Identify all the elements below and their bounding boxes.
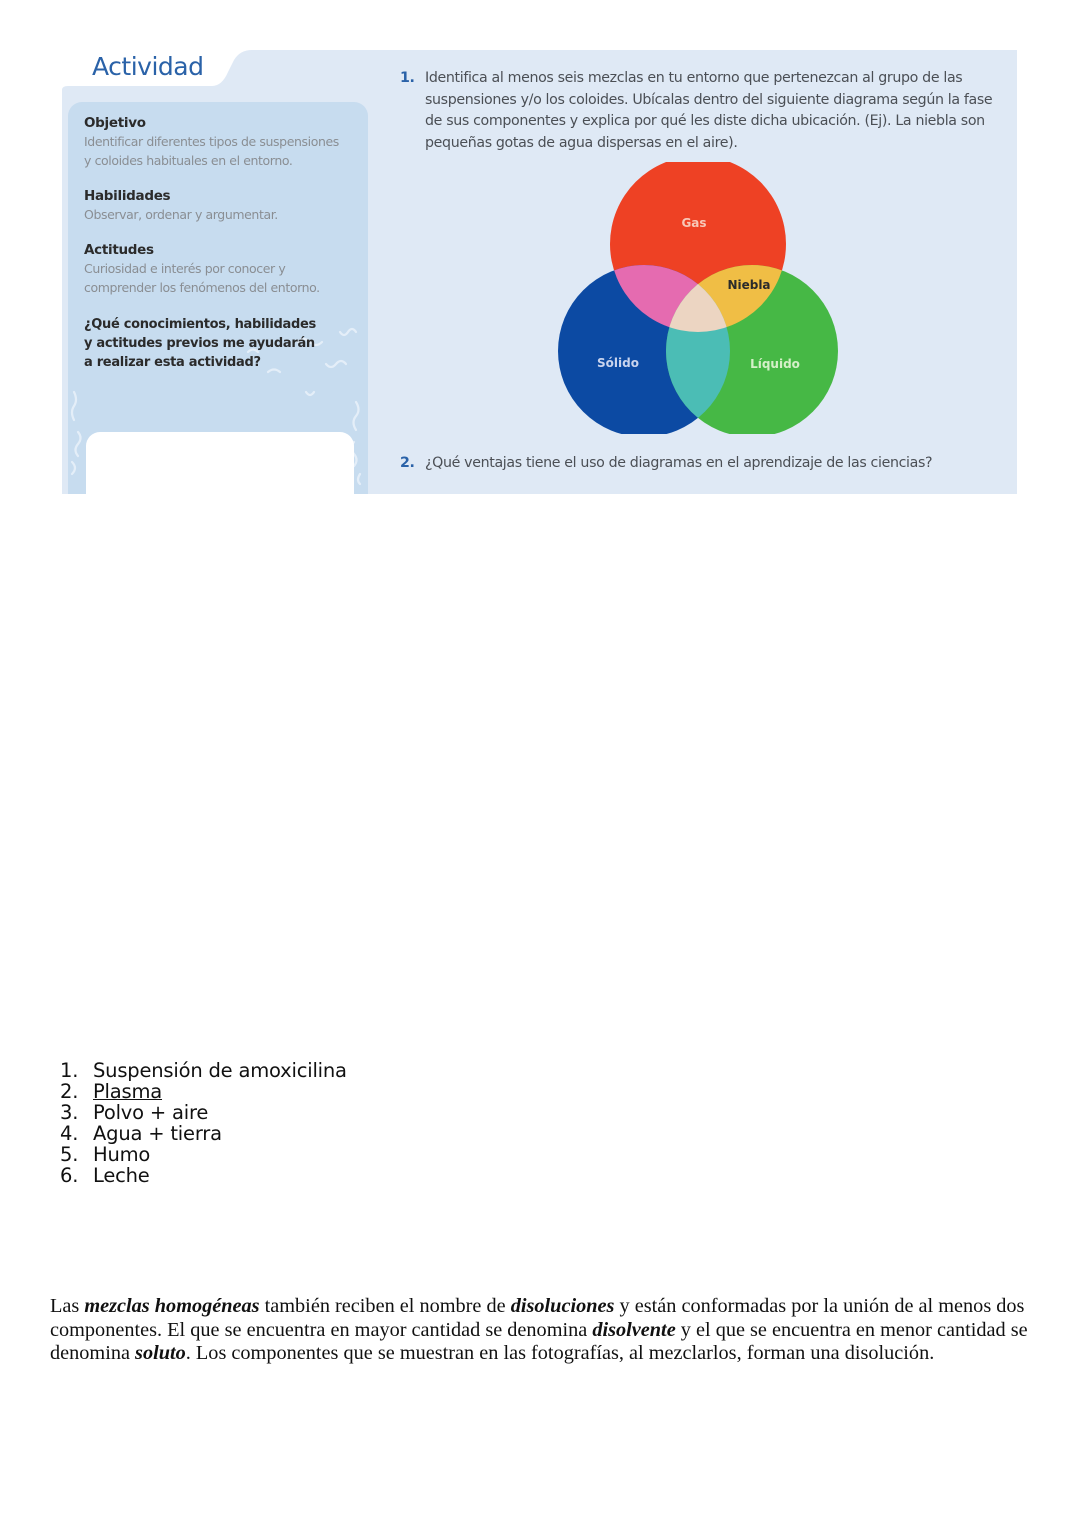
list-number: 6. (60, 1164, 79, 1187)
prior-knowledge-question (84, 315, 368, 372)
list-item (60, 1102, 347, 1123)
liquid-label: Líquido (750, 357, 800, 371)
paragraph-text: y el que se encuentra en menor cantidad se denomina (50, 1318, 1028, 1364)
objective-section (84, 114, 368, 170)
list-item-text: Agua + tierra (93, 1122, 222, 1145)
list-item (60, 1165, 347, 1186)
list-item-text: Humo (93, 1143, 151, 1166)
list-number: 3. (60, 1101, 79, 1124)
list-item-text: Leche (93, 1164, 150, 1187)
term-disoluciones: disoluciones (510, 1295, 615, 1317)
activity-card (62, 50, 1017, 494)
list-number: 4. (60, 1122, 79, 1145)
term-soluto: soluto (135, 1342, 186, 1364)
solid-label: Sólido (597, 356, 639, 370)
question-2 (400, 453, 1012, 475)
list-item (60, 1123, 347, 1144)
question-text: ¿Qué ventajas tiene el uso de diagramas en el aprendizaje de las ciencias? (425, 455, 933, 471)
venn-diagram (556, 162, 838, 434)
objective-text-line: y coloides habituales en el entorno. (84, 153, 293, 168)
list-item (60, 1081, 347, 1102)
prior-knowledge-answer-box[interactable] (86, 432, 354, 494)
question-line: a realizar esta actividad? (84, 355, 261, 370)
question-line: ¿Qué conocimientos, habilidades (84, 317, 316, 332)
list-item-text: Plasma (93, 1080, 163, 1103)
sidebar-panel (68, 102, 368, 494)
question-text: Identifica al menos seis mezclas en tu entorno que pertenezcan al grupo de las suspensiones y/o los coloides. Ubícalas dentro del siguiente diagrama según la fase de sus componentes y explica por qué les diste dicha ubicación. (Ej). La niebla son pequeñas gotas de agua dispersas en el aire). (425, 70, 993, 151)
list-item (60, 1060, 347, 1081)
list-number: 5. (60, 1143, 79, 1166)
list-number: 2. (60, 1080, 79, 1103)
question-line: y actitudes previos me ayudarán (84, 336, 315, 351)
skills-section (84, 187, 368, 224)
list-item (60, 1144, 347, 1165)
attitudes-section (84, 241, 368, 297)
gas-label: Gas (681, 216, 707, 230)
skills-heading: Habilidades (84, 188, 171, 204)
term-disolvente: disolvente (592, 1318, 676, 1341)
answers-list (60, 1060, 347, 1186)
skills-text: Observar, ordenar y argumentar. (84, 207, 278, 222)
term-mezclas-homogeneas: mezclas homogéneas (84, 1295, 260, 1317)
paragraph-text: también reciben el nombre de (259, 1295, 511, 1317)
objective-text-line: Identificar diferentes tipos de suspensiones (84, 134, 339, 149)
attitudes-text-line: Curiosidad e interés por conocer y (84, 261, 286, 276)
question-number: 2. (400, 455, 415, 471)
niebla-label: Niebla (727, 278, 771, 292)
question-1 (400, 68, 1012, 154)
paragraph-text: Las (50, 1295, 85, 1317)
homogeneous-mixtures-paragraph (50, 1295, 1040, 1366)
question-number: 1. (400, 70, 415, 86)
activity-title: Actividad (92, 52, 204, 81)
paragraph-text: y están conformadas por la unión de al menos dos componentes. El que se encuentra en mayor cantidad se denomina (50, 1295, 1025, 1341)
list-item-text: Suspensión de amoxicilina (93, 1059, 347, 1082)
attitudes-text-line: comprender los fenómenos del entorno. (84, 280, 320, 295)
paragraph-text: . Los componentes que se muestran en las fotografías, al mezclarlos, forman una disolución. (185, 1342, 935, 1364)
attitudes-heading: Actitudes (84, 242, 154, 258)
objective-heading: Objetivo (84, 115, 146, 131)
list-item-text: Polvo + aire (93, 1101, 209, 1124)
list-number: 1. (60, 1059, 79, 1082)
